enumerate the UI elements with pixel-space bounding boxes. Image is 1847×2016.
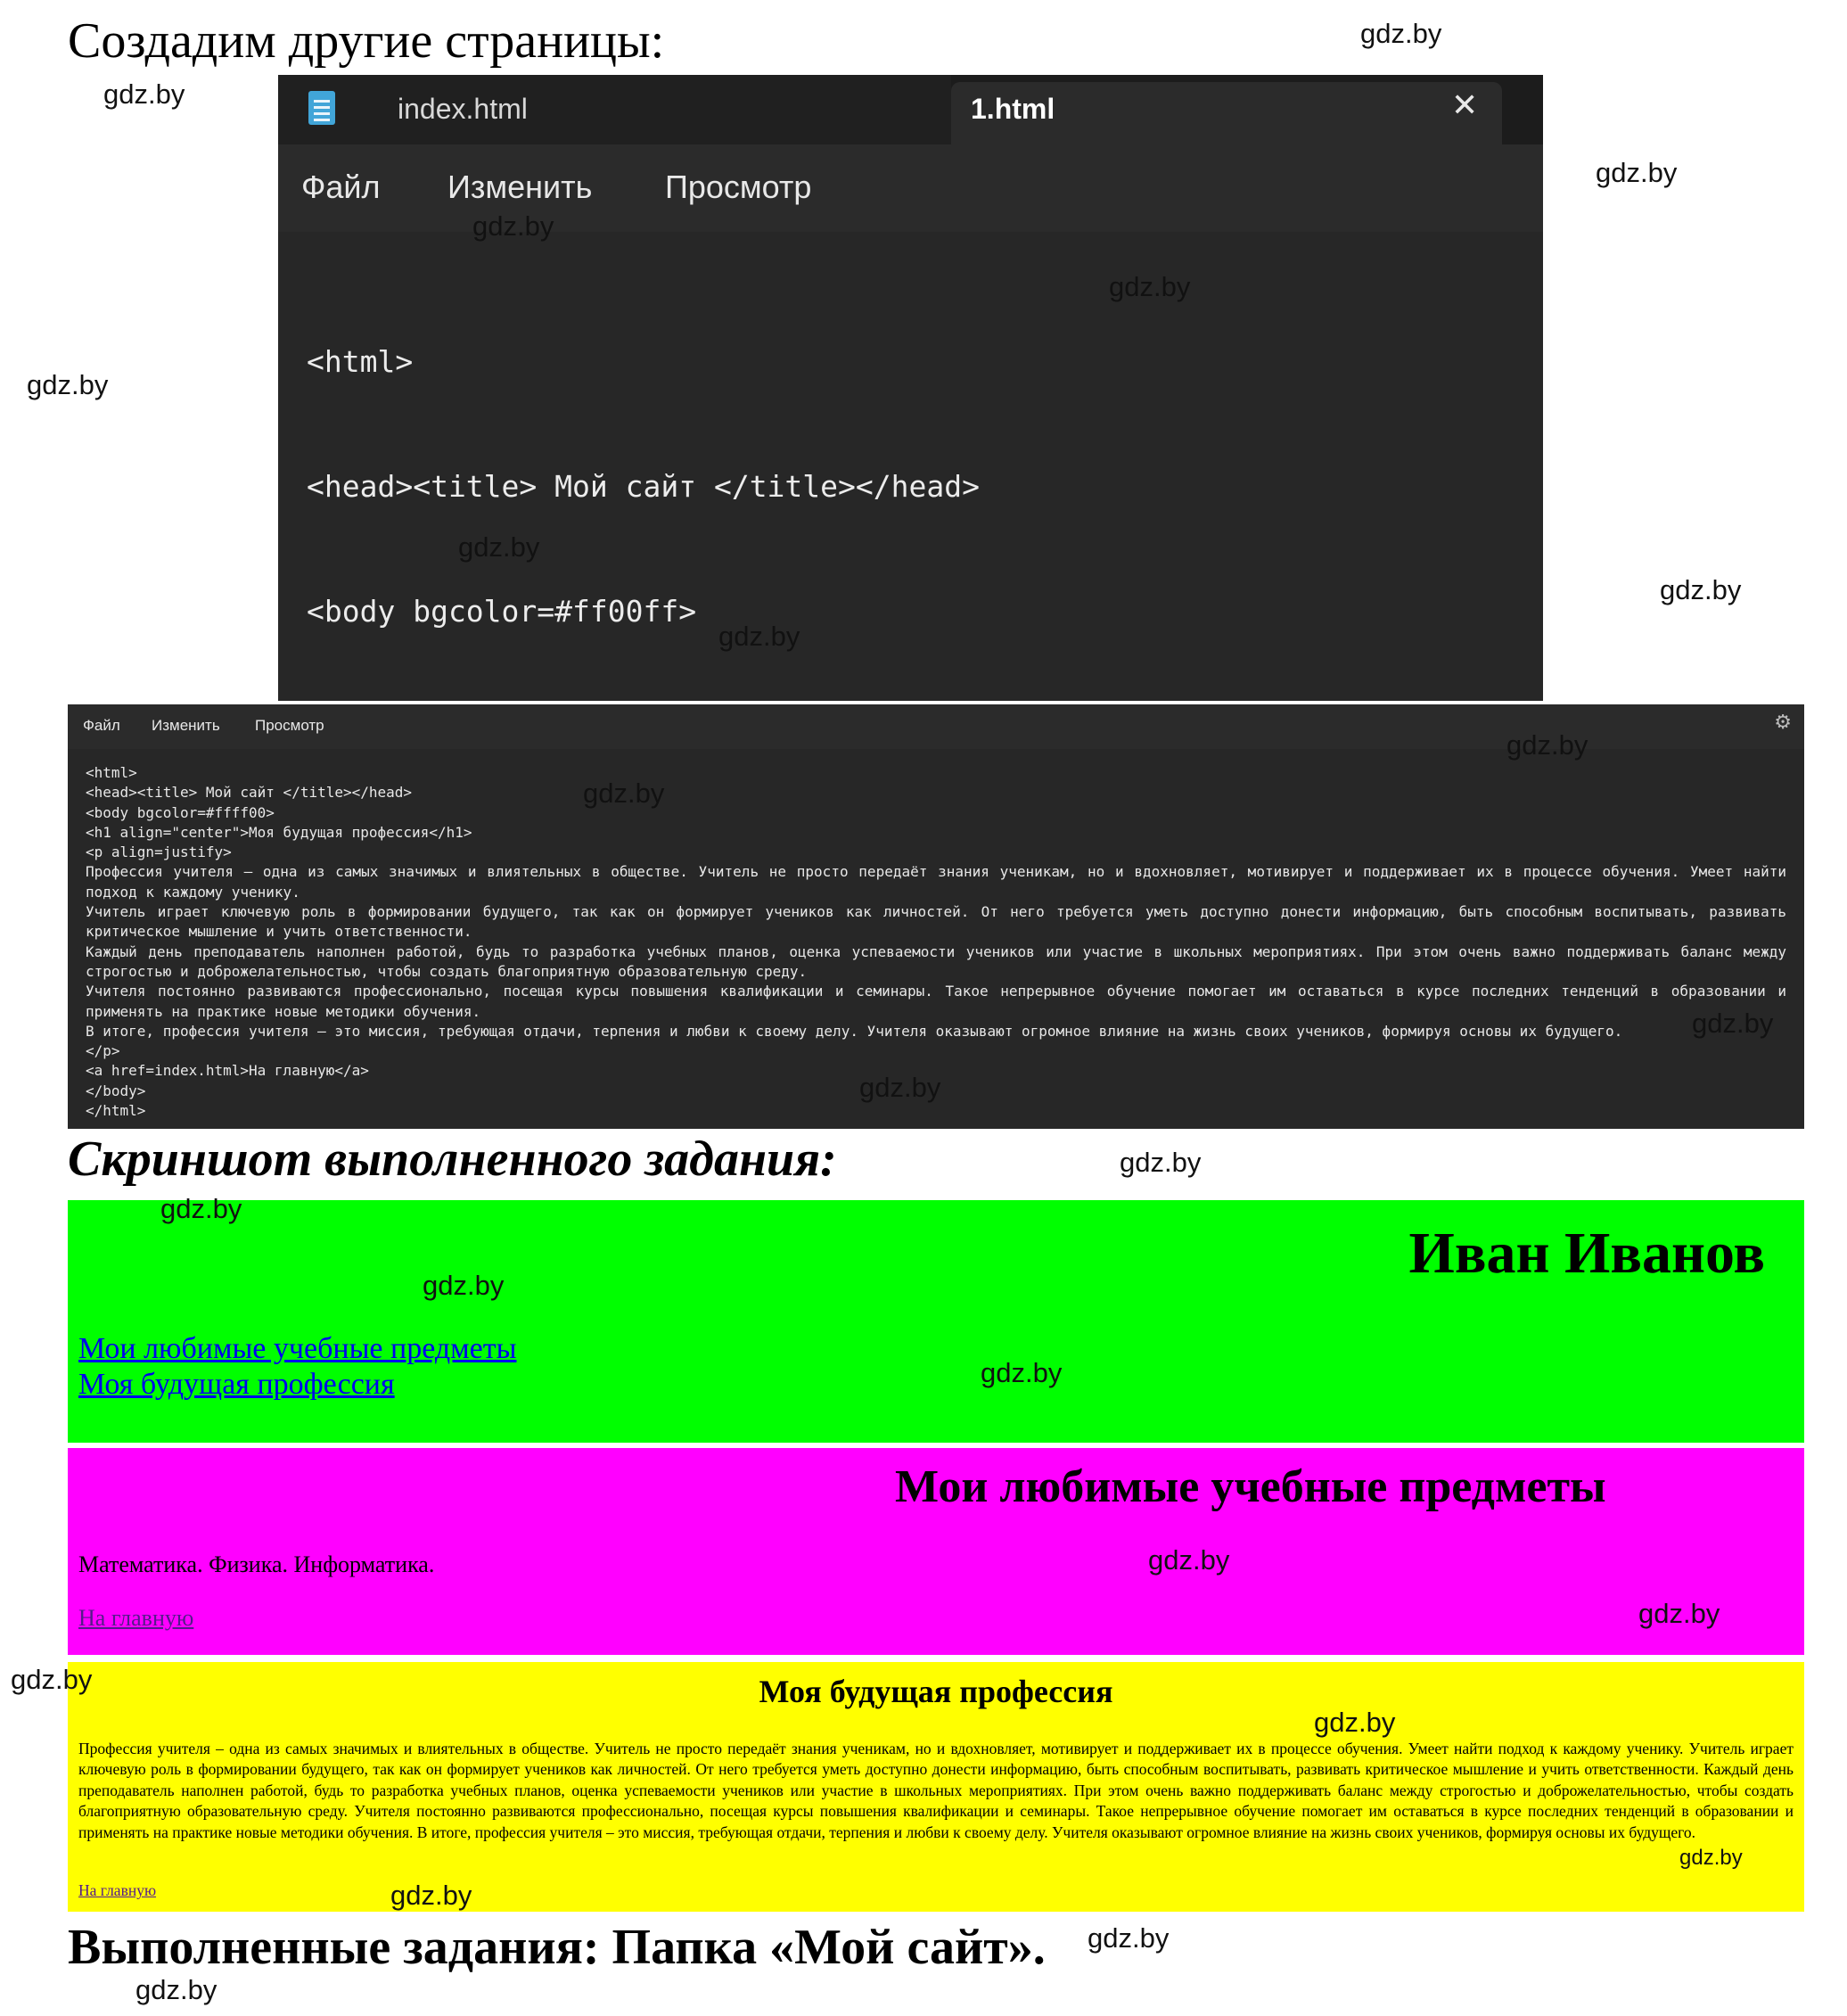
render-subjects-page: [68, 1448, 1804, 1655]
watermark: gdz.by: [1692, 1008, 1774, 1039]
code-line: <html>: [86, 764, 137, 781]
page-title: Моя будущая профессия: [759, 1674, 1113, 1709]
code-line: <body bgcolor=#ffff00>: [86, 803, 275, 821]
watermark: gdz.by: [390, 1880, 472, 1911]
page-text: Математика. Физика. Информатика.: [78, 1551, 435, 1577]
code-line: </p>: [86, 1042, 120, 1060]
heading-screenshot: Скриншот выполненного задания:: [68, 1131, 837, 1187]
code-line: <head><title> Мой сайт </title></head>: [86, 784, 413, 802]
notepad-file-icon: [308, 91, 335, 125]
watermark: gdz.by: [981, 1357, 1063, 1388]
link-favorite-subjects[interactable]: Мои любимые учебные предметы: [78, 1332, 517, 1365]
watermark: gdz.by: [1314, 1707, 1396, 1738]
link-home[interactable]: На главную: [78, 1881, 157, 1899]
link-future-profession[interactable]: Моя будущая профессия: [78, 1368, 395, 1401]
code-line: <p align=justify>: [86, 843, 232, 861]
code-line: </body>: [86, 1082, 146, 1099]
code-line: <head><title> Мой сайт </title></head>: [307, 468, 980, 504]
watermark: gdz.by: [103, 78, 185, 110]
page-title: Мои любимые учебные предметы: [895, 1461, 1606, 1512]
watermark: gdz.by: [1506, 729, 1588, 761]
menu-file[interactable]: Файл: [83, 717, 120, 734]
watermark: gdz.by: [1638, 1598, 1720, 1629]
watermark: gdz.by: [1148, 1544, 1230, 1576]
page-text: Профессия учителя – одна из самых значимых и влиятельных в обществе. Учитель не просто передаёт знания ученикам, но и вдохновляет, мотивирует и поддерживает их в процессе обучения. Умеет найти подход к каждому ученику. Учитель играет ключевую роль в формировании будущего, так как он формирует учеников как личностей. От него требуется уметь доступно донести информацию, быть способным воспитывать, развивать критическое мышление и учить ответственности. Каждый день преподаватель наполнен работой, будь то разработка учебных планов, оценка успеваемости учеников или участие в школьных мероприятиях. При этом очень важно поддерживать баланс между строгостью и доброжелательностью, чтобы создать благоприятную образовательную среду. Учителя постоянно развиваются профессионально, посещая курсы повышения квалификации и семинары. Такое непрерывное обучение помогает им оставаться в курсе последних тенденций в образовании и применять на практике новые методики обучения. В итоге, профессия учителя – это миссия, требующая отдачи, терпения и любви к своему делу. Учителя оказывают огромное влияние на жизнь своих учеников, формируя основы их будущего.: [78, 1740, 1794, 1841]
link-home[interactable]: На главную: [78, 1605, 194, 1631]
menu-edit[interactable]: Изменить: [447, 169, 593, 205]
watermark: gdz.by: [27, 369, 109, 400]
code-line: <h1 align="center">Моя будущая профессия</h1>: [86, 823, 472, 841]
watermark: gdz.by: [160, 1193, 242, 1224]
watermark: gdz.by: [11, 1664, 93, 1695]
watermark: gdz.by: [1660, 574, 1742, 605]
code-line: </html>: [86, 1102, 146, 1120]
close-icon[interactable]: ✕: [1451, 87, 1479, 124]
code-paragraph: Учителя постоянно развиваются профессионально, посещая курсы повышения квалификации и семинары. Такое непрерывное обучение помогает им оставаться в курсе последних тенденций в образовании и применять на практике новые методики обучения.: [86, 983, 1786, 1020]
tab-bar: [278, 75, 1543, 144]
code-paragraph: Профессия учителя – одна из самых значимых и влиятельных в обществе. Учитель не просто передаёт знания ученикам, но и вдохновляет, мотивирует и поддерживает их в процессе обучения. Умеет найти подход к каждому ученику.: [86, 863, 1786, 901]
watermark: gdz.by: [1088, 1922, 1170, 1954]
heading-create-pages: Создадим другие страницы:: [68, 13, 665, 69]
tab-label: index.html: [398, 93, 528, 125]
notepad-window-1: [278, 75, 1543, 701]
code-line: <a href=index.html>На главную</a>: [86, 1062, 369, 1080]
watermark: gdz.by: [472, 210, 554, 242]
menu-file[interactable]: Файл: [301, 169, 381, 205]
watermark: gdz.by: [583, 778, 665, 809]
watermark: gdz.by: [859, 1072, 941, 1103]
code-paragraph: В итоге, профессия учителя – это миссия, требующая отдачи, терпения и любви к своему делу. Учителя оказывают огромное влияние на жизнь своих учеников, формируя основы их будущего.: [86, 1022, 1623, 1040]
watermark: gdz.by: [1360, 18, 1442, 49]
code-line: <html>: [307, 343, 414, 379]
notepad-window-2: [68, 704, 1804, 1129]
render-index-page: [68, 1200, 1804, 1443]
code-editor[interactable]: [86, 763, 1786, 1121]
gear-icon[interactable]: ⚙: [1774, 712, 1792, 734]
menu-edit[interactable]: Изменить: [152, 717, 220, 734]
render-profession-page: [68, 1662, 1804, 1912]
code-paragraph: Каждый день преподаватель наполнен работой, будь то разработка учебных планов, оценка успеваемости учеников или участие в школьных мероприятиях. При этом очень важно поддерживать баланс между строгостью и доброжелательностью, чтобы создать благоприятную образовательную среду.: [86, 942, 1786, 980]
tab-index-html[interactable]: [278, 75, 951, 144]
tab-1-html[interactable]: [951, 82, 1502, 144]
code-paragraph: Учитель играет ключевую роль в формировании будущего, так как он формирует учеников как личностей. От него требуется уметь доступно донести информацию, быть способным воспитывать, развивать критическое мышление и учить ответственности.: [86, 903, 1786, 941]
watermark: gdz.by: [718, 621, 800, 652]
menu-view[interactable]: Просмотр: [665, 169, 812, 205]
menu-view[interactable]: Просмотр: [255, 717, 324, 734]
watermark: gdz.by: [1679, 1846, 1743, 1870]
watermark: gdz.by: [1109, 271, 1191, 302]
heading-done: Выполненные задания: Папка «Мой сайт».: [68, 1920, 1046, 1975]
watermark: gdz.by: [135, 1974, 218, 2005]
watermark: gdz.by: [458, 531, 540, 563]
watermark: gdz.by: [1120, 1147, 1202, 1178]
tab-label: 1.html: [971, 93, 1055, 125]
watermark: gdz.by: [1596, 157, 1678, 188]
code-line: <body bgcolor=#ff00ff>: [307, 594, 697, 629]
page-title: Иван Иванов: [1408, 1221, 1765, 1286]
watermark: gdz.by: [423, 1270, 505, 1301]
